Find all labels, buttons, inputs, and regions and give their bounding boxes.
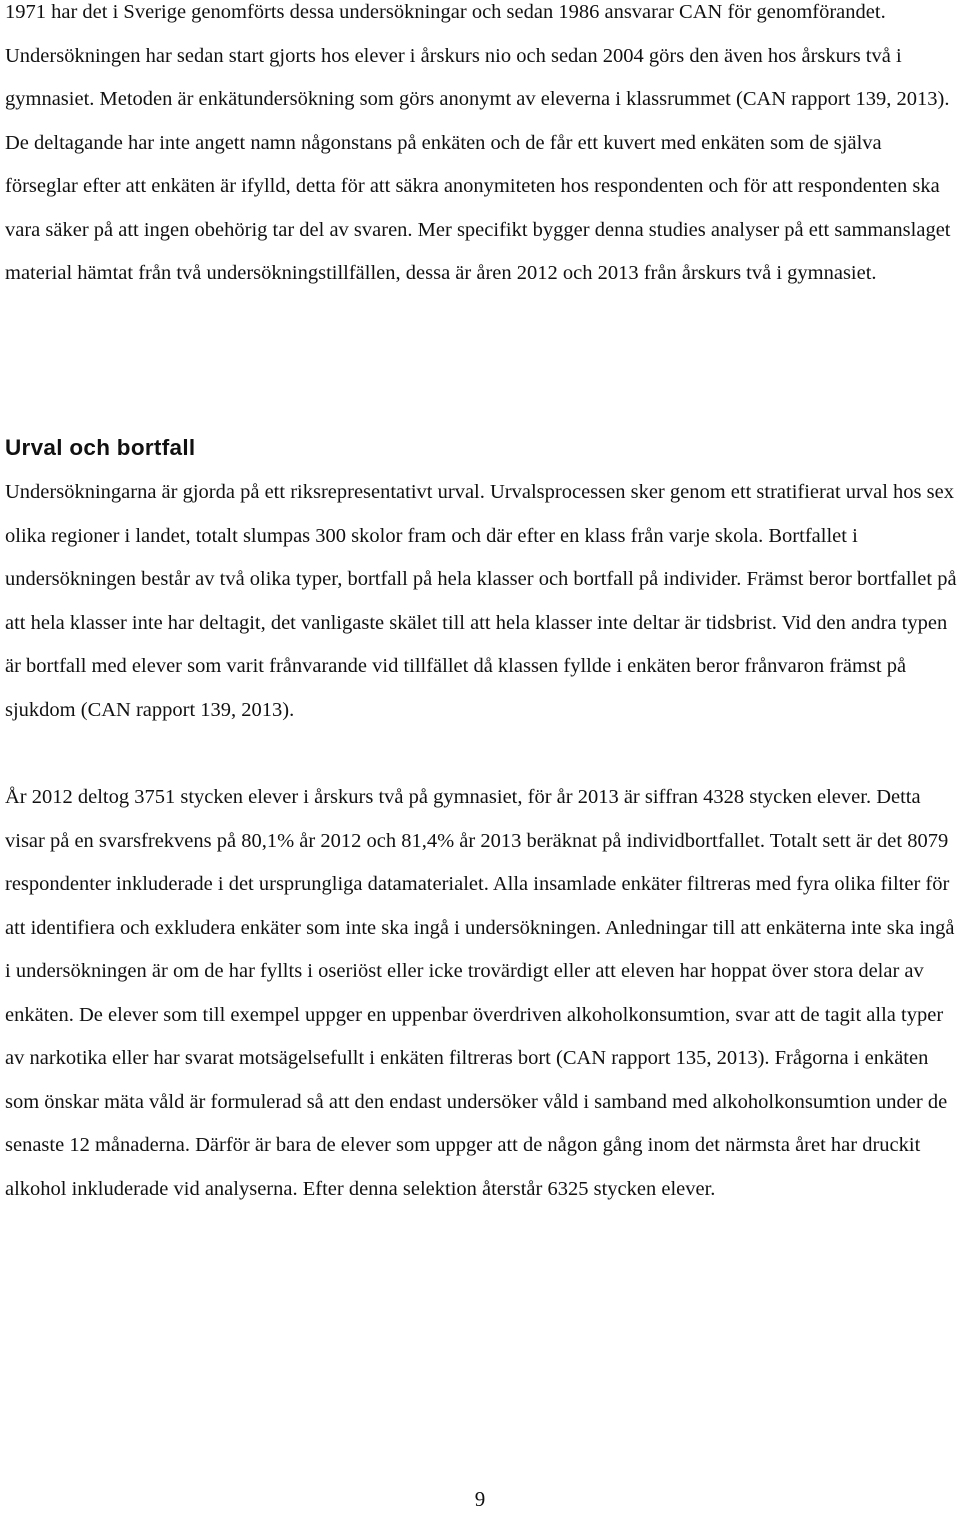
body-paragraph-respondenter: År 2012 deltog 3751 stycken elever i årskurs två på gymnasiet, för år 2013 är siffran 4328 stycken elever. Detta visar på en svarsfrekvens på 80,1% år 2012 och 81,4% år 2013 beräknat på individbortfallet. Totalt sett är det 8079 respondenter inkluderade i det ursprungliga datamaterialet. Alla insamlade enkäter filtreras med fyra olika filter för att identifiera och exkludera enkäter som inte ska ingå i undersökningen. Anledningar till att enkäterna inte ska ingå i undersökningen är om de har fyllts i oseriöst eller icke trovärdigt eller att eleven har hoppat över stora delar av enkäten. De elever som till exempel uppger en uppenbar överdriven alkoholkonsumtion, svar att de tagit alla typer av narkotika eller har svarat motsägelsefullt i enkäten filtreras bort (CAN rapport 135, 2013). Frågorna i enkäten som önskar mäta våld är formulerad så att den endast undersöker våld i samband med alkoholkonsumtion under de senaste 12 månaderna. Därför är bara de elever som uppger att de någon gång inom det närmsta året har druckit alkohol inkluderade vid analyserna. Efter denna selektion återstår 6325 stycken elever. (5, 786, 955, 1200)
body-paragraph-urval: Undersökningarna är gjorda på ett riksrepresentativt urval. Urvalsprocessen sker genom ett stratifierat urval hos sex olika regioner i landet, totalt slumpas 300 skolor fram och där efter en klass från varje skola. Bortfallet i undersökningen består av två olika typer, bortfall på hela klasser och bortfall på individer. Främst beror bortfallet på att hela klasser inte har deltagit, det vanligaste skälet till att hela klasser inte deltar är tidsbrist. Vid den andra typen är bortfall med elever som varit frånvarande vid tillfället då klassen fyllde i enkäten beror frånvaron främst på sjukdom (CAN rapport 139, 2013). (5, 481, 957, 721)
section-heading-urval-och-bortfall: Urval och bortfall (5, 435, 196, 460)
page-number: 9 (474, 1487, 486, 1511)
body-paragraph-intro: 1971 har det i Sverige genomförts dessa undersökningar och sedan 1986 ansvarar CAN för genomförandet. Undersökningen har sedan start gjorts hos elever i årskurs nio och sedan 2004 görs den även hos årskurs två i gymnasiet. Metoden är enkätundersökning som görs anonymt av eleverna i klassrummet (CAN rapport 139, 2013). De deltagande har inte angett namn någonstans på enkäten och de får ett kuvert med enkäten som de själva förseglar efter att enkäten är ifylld, detta för att säkra anonymiteten hos respondenten och för att respondenten ska vara säker på att ingen obehörig tar del av svaren. Mer specifikt bygger denna studies analyser på ett sammanslaget material hämtat från två undersökningstillfällen, dessa är åren 2012 och 2013 från årskurs två i gymnasiet. (5, 1, 951, 284)
